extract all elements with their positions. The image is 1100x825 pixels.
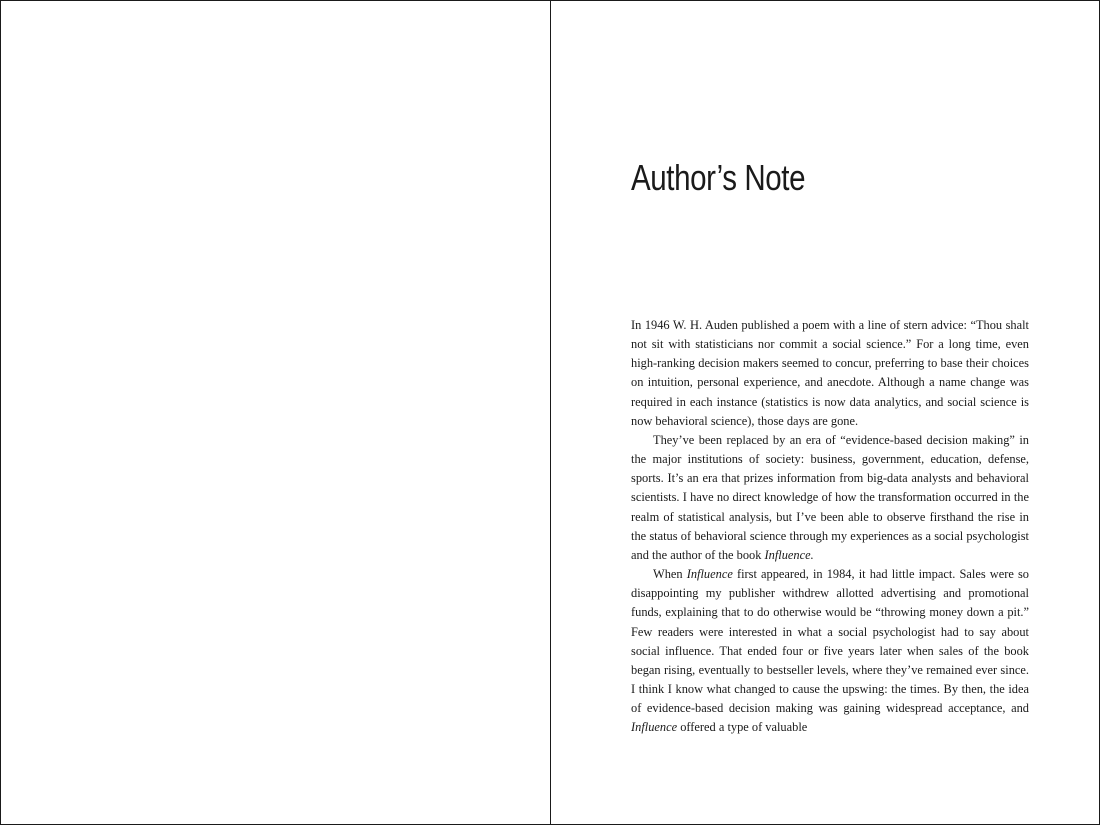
- text-segment: When: [653, 567, 687, 582]
- text-segment: first appeared, in 1984, it had little impact. Sales were so disappointing my publisher withdrew allotted advertising and promotional funds, explaining that to do otherwise would be “throwing money down a pit.” Few readers were interested in what a social psychologist had to say about social influence. That ended four or five years later when sales of the book began rising, eventually to bestseller levels, where they’ve remained ever since. I think I know what changed to cause the upswing: the times. By then, the idea of evidence-based decision making was gaining widespread acceptance, and: [631, 567, 1030, 716]
- text-segment: They’ve been replaced by an era of “evidence-based decision making” in the major institutions of society: business, government, education, defense, sports. It’s an era that prizes information from big-data analysts and behavioral scientists. I have no direct knowledge of how the transformation occurred in the realm of statistical analysis, but I’ve been able to observe firsthand the rise in the status of behavioral science through my experiences as a social psychologist and the author of the book: [631, 432, 1029, 562]
- text-segment: In 1946 W. H. Auden published a poem with a line of stern advice: “Thou shalt not sit with statisticians nor commit a social science.” For a long time, even high-ranking decision makers seemed to concur, preferring to base their choices on intuition, personal experience, and anecdote. Although a name change was required in each instance (statistics is now data analytics, and social science is now behavioral science), those days are gone.: [631, 318, 1029, 428]
- book-title-italic: Influence.: [764, 547, 814, 562]
- book-title-italic: Influence: [631, 720, 678, 735]
- body-text: [631, 316, 1029, 737]
- text-segment: offered a type of valuable: [677, 720, 808, 735]
- paragraph-2: [631, 431, 1029, 565]
- chapter-title: Author’s Note: [631, 157, 806, 198]
- paragraph-1: [631, 316, 1029, 431]
- left-page: [1, 1, 551, 824]
- book-title-italic: Influence: [686, 567, 733, 582]
- paragraph-3: [631, 565, 1029, 737]
- right-page: [551, 1, 1099, 824]
